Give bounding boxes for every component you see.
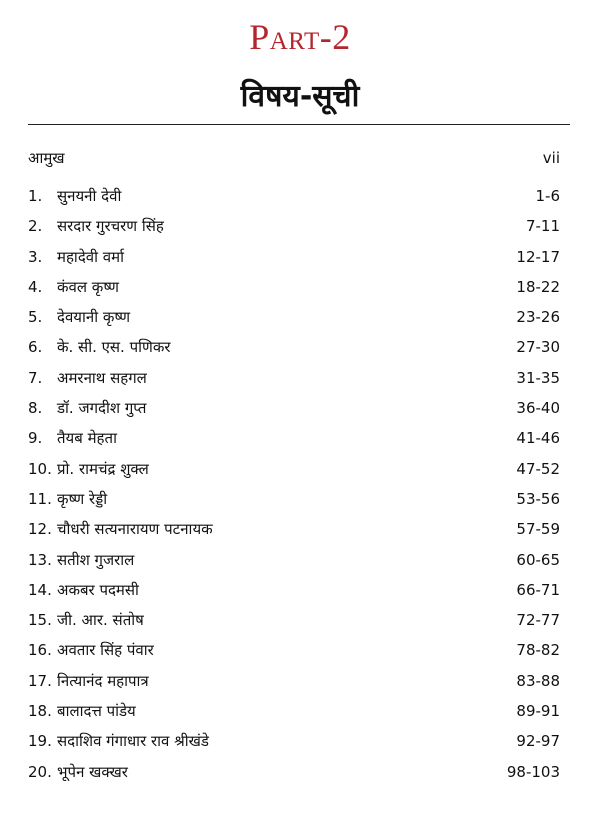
toc-entry-name: नित्यानंद महापात्र	[57, 671, 149, 690]
toc-entry-pages: 53-56	[516, 489, 560, 508]
toc-entry-number: 8.	[28, 399, 43, 418]
toc-entry-number: 14.	[28, 580, 52, 599]
toc-entry-row	[28, 337, 560, 367]
part-title: Part-2	[249, 17, 351, 57]
heading-divider	[28, 124, 570, 125]
toc-entry-pages: 98-103	[506, 762, 560, 781]
toc-entry-row	[28, 489, 560, 519]
toc-entry-number: 19.	[28, 732, 52, 751]
toc-entry-name: कंवल कृष्ण	[57, 277, 119, 296]
toc-entry-row	[28, 519, 560, 549]
toc-entry-pages: 57-59	[516, 520, 560, 539]
toc-entry-name: कृष्ण रेड्डी	[57, 489, 108, 508]
toc-entry-name: बालादत्त पांडेय	[57, 702, 136, 721]
toc-entry-pages: 23-26	[516, 308, 560, 327]
toc-entry-name: सुनयनी देवी	[57, 187, 122, 205]
toc-entry-name: प्रो. रामचंद्र शुक्ल	[57, 459, 149, 478]
toc-entry-pages: 78-82	[516, 641, 560, 660]
toc-entry-row	[28, 701, 560, 731]
toc-entry-row	[28, 216, 560, 246]
toc-entry-pages: 36-40	[516, 399, 560, 418]
toc-entry-number: 4.	[28, 277, 43, 296]
toc-entry-row	[28, 731, 560, 761]
toc-entry-pages: 66-71	[516, 580, 560, 599]
toc-entry-row	[28, 398, 560, 428]
toc-preface-pages: vii	[542, 149, 560, 167]
toc-entry-name: तैयब मेहता	[57, 429, 117, 448]
toc-entry-row	[28, 640, 560, 670]
toc-preface-title: आमुख	[28, 149, 65, 167]
toc-entry-name: सदाशिव गंगाधार राव श्रीखंडे	[57, 732, 209, 751]
toc-entry-row	[28, 550, 560, 580]
toc-entry-pages: 1-6	[535, 187, 560, 205]
toc-entry-number: 13.	[28, 550, 52, 569]
toc-entry-pages: 89-91	[516, 702, 560, 721]
toc-entry-pages: 60-65	[516, 550, 560, 569]
toc-entry-name: भूपेन खक्खर	[57, 762, 128, 781]
toc-entry-row	[28, 459, 560, 489]
toc-entry-pages: 72-77	[516, 611, 560, 630]
toc-entry-number: 5.	[28, 308, 43, 327]
toc-entry-number: 3.	[28, 247, 43, 266]
toc-entry-row	[28, 307, 560, 337]
toc-entry-row	[28, 368, 560, 398]
toc-entry-number: 9.	[28, 429, 43, 448]
toc-entry-row	[28, 277, 560, 307]
table-of-contents	[28, 148, 560, 792]
toc-entry-pages: 41-46	[516, 429, 560, 448]
toc-entry-pages: 83-88	[516, 671, 560, 690]
toc-entry-number: 2.	[28, 217, 43, 236]
toc-entry-pages: 18-22	[516, 277, 560, 296]
toc-entry-number: 6.	[28, 338, 43, 357]
toc-entry-pages: 12-17	[516, 247, 560, 266]
toc-entry-pages: 27-30	[516, 338, 560, 357]
toc-entry-number: 10.	[28, 459, 52, 478]
toc-entry-number: 11.	[28, 489, 52, 508]
page-heading: विषय-सूची	[240, 79, 360, 114]
toc-entry-number: 7.	[28, 368, 43, 387]
toc-entry-name: डॉ. जगदीश गुप्त	[57, 399, 147, 418]
toc-entries	[28, 186, 560, 792]
toc-entry-row	[28, 671, 560, 701]
toc-entry-name: अवतार सिंह पंवार	[57, 641, 154, 660]
toc-entry-row	[28, 428, 560, 458]
toc-entry-number: 18.	[28, 702, 52, 721]
toc-entry-row	[28, 610, 560, 640]
toc-entry-number: 15.	[28, 611, 52, 630]
toc-entry-number: 12.	[28, 520, 52, 539]
toc-entry-number: 17.	[28, 671, 52, 690]
toc-entry-pages: 92-97	[516, 732, 560, 751]
toc-entry-pages: 47-52	[516, 459, 560, 478]
toc-entry-name: सरदार गुरचरण सिंह	[57, 217, 164, 236]
toc-entry-number: 1.	[28, 187, 43, 205]
toc-entry-name: चौधरी सत्यनारायण पटनायक	[57, 520, 213, 539]
toc-entry-name: महादेवी वर्मा	[57, 247, 124, 266]
toc-entry-row	[28, 580, 560, 610]
toc-entry-number: 16.	[28, 641, 52, 660]
toc-entry-row	[28, 247, 560, 277]
toc-entry-name: जी. आर. संतोष	[57, 611, 144, 630]
toc-entry-name: अकबर पदमसी	[57, 580, 139, 599]
toc-entry-name: अमरनाथ सहगल	[57, 368, 147, 387]
toc-entry-row	[28, 762, 560, 792]
toc-entry-name: सतीश गुजराल	[57, 550, 135, 569]
toc-entry-row	[28, 186, 560, 216]
toc-entry-number: 20.	[28, 762, 52, 781]
toc-entry-name: देवयानी कृष्ण	[57, 308, 131, 327]
toc-entry-pages: 31-35	[516, 368, 560, 387]
toc-preface-row	[28, 148, 560, 186]
toc-entry-name: के. सी. एस. पणिकर	[57, 338, 171, 357]
toc-entry-pages: 7-11	[525, 217, 560, 236]
